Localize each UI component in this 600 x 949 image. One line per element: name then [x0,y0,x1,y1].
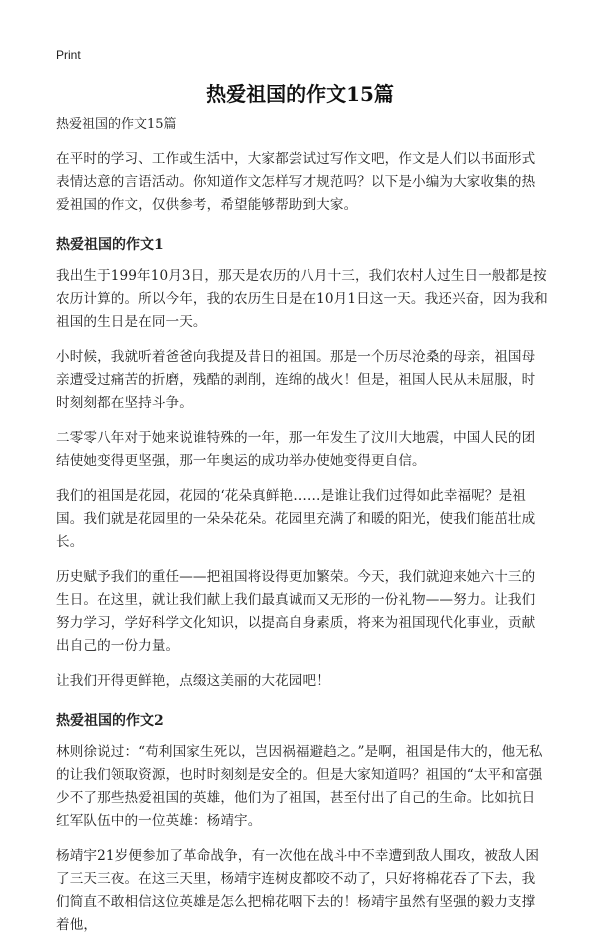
paragraph: 林则徐说过：“苟利国家生死以，岂因祸福避趋之。”是啊，祖国是伟大的，他无私的让我们领取资源，也时时刻刻是安全的。但是大家知道吗？祖国的“太平和富强少不了那些热爱祖国的英雄，他们为了祖国，甚至付出了自己的生命。比如抗日红军队伍中的一位英雄：杨靖宇。 [56,744,543,829]
page-title: 热爱祖国的作文15篇 [206,82,394,106]
section-heading-2: 热爱祖国的作文2 [56,713,164,729]
paragraph: 杨靖宇21岁便参加了革命战争，有一次他在战斗中不幸遭到敌人围攻，被敌人困了三天三夜。在这三天里，杨靖宇连树皮都咬不动了，只好将棉花吞了下去，我们简直不敢相信这位英雄是怎么把棉花咽下去的！杨靖宇虽然有坚强的毅力支撑着他， [56,848,540,933]
print-link[interactable]: Print [56,48,81,62]
paragraph: 让我们开得更鲜艳，点缀这美丽的大花园吧！ [56,673,330,689]
paragraph: 历史赋予我们的重任——把祖国将设得更加繁荣。今天，我们就迎来她六十三的生日。在这里，就让我们献上我们最真诚而又无形的一份礼物——努力。让我们努力学习，学好科学文化知识，以提高自身素质，将来为祖国现代化事业，贡献出自己的一份力量。 [56,569,536,654]
paragraph: 我们的祖国是花园，花园的‘花朵真鲜艳……是谁让我们过得如此幸福呢？是祖国。我们就是花园里的一朵朵花朵。花园里充满了和暖的阳光，使我们能茁壮成长。 [56,488,536,550]
paragraph: 我出生于199年10月3日，那天是农历的八月十三，我们农村人过生日一般都是按农历计算的。所以今年，我的农历生日是在10月1日这一天。我还兴奋，因为我和祖国的生日是在同一天。 [56,268,548,330]
intro-paragraph: 在平时的学习、工作或生活中，大家都尝试过写作文吧，作文是人们以书面形式表情达意的言语活动。你知道作文怎样写才规范吗？以下是小编为大家收集的热爱祖国的作文，仅供参考，希望能够帮助到大家。 [56,151,536,213]
article-body [56,116,548,949]
section-heading-1: 热爱祖国的作文1 [56,237,164,253]
article-subtitle: 热爱祖国的作文15篇 [56,117,177,132]
paragraph: 小时候，我就听着爸爸向我提及昔日的祖国。那是一个历尽沧桑的母亲，祖国母亲遭受过痛苦的折磨，残酷的剥削，连绵的战火！但是，祖国人民从未屈服，时时刻刻都在坚持斗争。 [56,349,536,411]
paragraph: 二零零八年对于她来说谁特殊的一年，那一年发生了汶川大地震，中国人民的团结使她变得更坚强，那一年奥运的成功举办使她变得更自信。 [56,430,536,469]
